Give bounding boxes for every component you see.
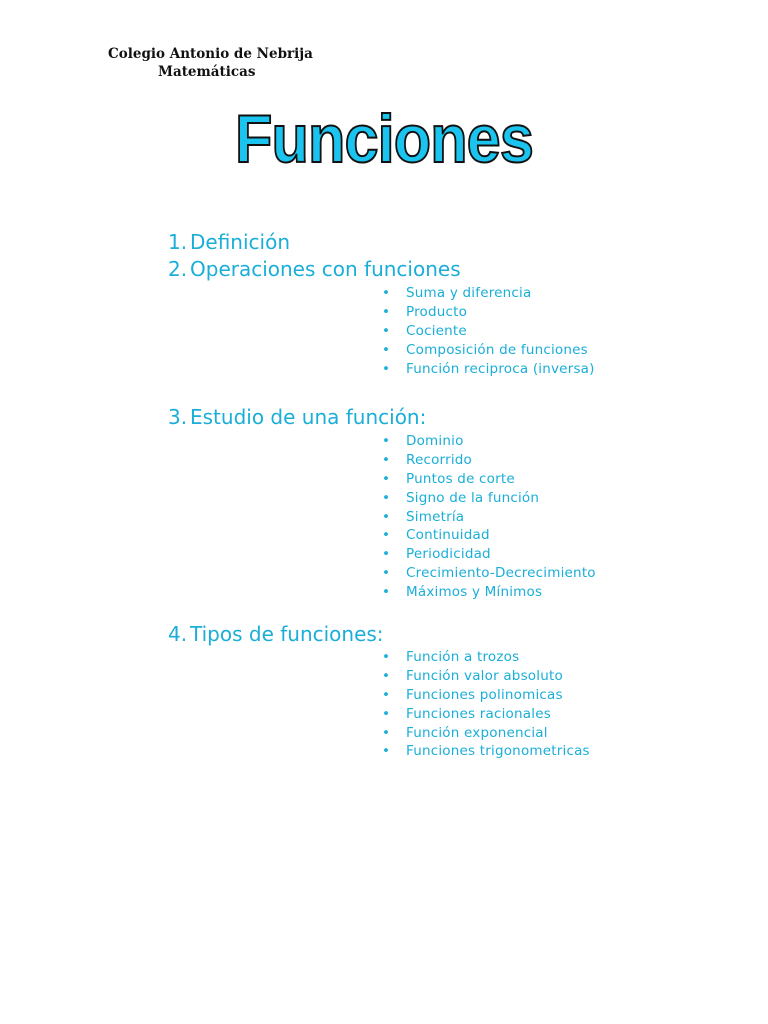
document-header — [108, 45, 313, 81]
section-number: 3. — [168, 405, 188, 429]
bullet-icon: • — [382, 322, 391, 339]
section-label: Estudio de una función: — [190, 405, 427, 429]
section-label: Definición — [190, 230, 290, 254]
list-item: • Continuidad — [382, 527, 490, 544]
list-item: • Recorrido — [382, 451, 473, 468]
section-number: 4. — [168, 622, 188, 646]
bullet-icon: • — [382, 565, 391, 582]
page-title: Funciones — [235, 101, 533, 177]
section-label: Tipos de funciones: — [190, 622, 384, 646]
bullet-icon: • — [382, 724, 391, 741]
bullet-icon: • — [382, 546, 391, 563]
section-tipos — [168, 622, 384, 646]
bullet-icon: • — [382, 508, 391, 525]
bullet-icon: • — [382, 470, 391, 487]
list-item: • Dominio — [382, 433, 464, 449]
list-item: • Producto — [382, 303, 468, 320]
bullet-icon: • — [382, 743, 391, 760]
list-item: • Simetría — [382, 508, 465, 525]
section-definicion — [168, 230, 290, 254]
list-item: • Máximos y Mínimos — [382, 584, 543, 601]
bullet-icon: • — [382, 341, 391, 358]
section-operaciones — [168, 257, 461, 281]
tipos-list — [382, 648, 590, 761]
bullet-icon: • — [382, 285, 391, 301]
operaciones-list — [382, 284, 595, 378]
list-item: • Cociente — [382, 322, 467, 339]
list-item: • Puntos de corte — [382, 470, 515, 487]
subject-name: Matemáticas — [158, 64, 256, 80]
bullet-icon: • — [382, 489, 391, 506]
bullet-icon: • — [382, 451, 391, 468]
bullet-icon: • — [382, 686, 391, 703]
school-name: Colegio Antonio de Nebrija — [108, 46, 313, 62]
bullet-icon: • — [382, 705, 391, 722]
list-item: • Función valor absoluto — [382, 667, 563, 684]
section-number: 1. — [168, 230, 188, 254]
bullet-icon: • — [382, 649, 391, 665]
bullet-icon: • — [382, 527, 391, 544]
estudio-list — [382, 432, 596, 602]
bullet-icon: • — [382, 360, 391, 377]
section-estudio — [168, 405, 426, 429]
list-item: • Funciones racionales — [382, 705, 551, 722]
list-item: • Funciones trigonometricas — [382, 743, 590, 760]
list-item: • Crecimiento-Decrecimiento — [382, 565, 596, 582]
list-item: • Signo de la función — [382, 489, 540, 506]
list-item: • Suma y diferencia — [382, 285, 532, 301]
list-item: • Composición de funciones — [382, 341, 588, 358]
list-item: • Periodicidad — [382, 546, 491, 563]
bullet-icon: • — [382, 433, 391, 449]
bullet-icon: • — [382, 303, 391, 320]
bullet-icon: • — [382, 584, 391, 601]
section-number: 2. — [168, 257, 188, 281]
list-item: • Función reciproca (inversa) — [382, 360, 595, 377]
list-item: • Funciones polinomicas — [382, 686, 563, 703]
list-item: • Función exponencial — [382, 724, 548, 741]
section-label: Operaciones con funciones — [190, 257, 461, 281]
bullet-icon: • — [382, 667, 391, 684]
list-item: • Función a trozos — [382, 649, 520, 665]
